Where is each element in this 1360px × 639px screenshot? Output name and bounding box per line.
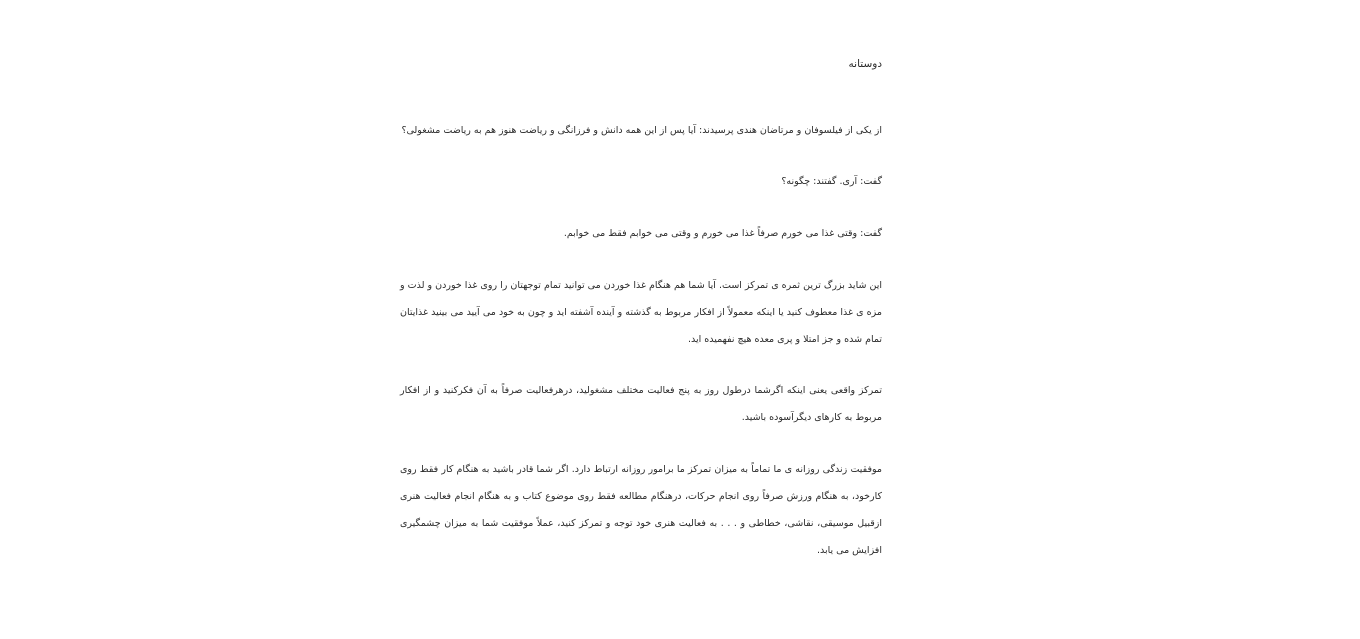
- paragraph-eating-sleeping: گفت: وقتی غذا می خورم صرفاً غذا می خورم و وقتی می خوابم فقط می خوابم.: [563, 228, 882, 239]
- paragraph-real-focus: تمرکز واقعی یعنی اینکه اگرشما درطول روز به پنج فعالیت مختلف مشغولید، درهرفعالیت صرفاً به آن فکرکنید و از افکار مربوط به کارهای دیگرآسوده باشید.: [400, 385, 882, 423]
- document-title: دوستانه: [848, 58, 882, 70]
- paragraph-daily-success: موفقیت زندگی روزانه ی ما تماماً به میزان تمرکز ما برامور روزانه ارتباط دارد. اگر شما قادر باشید به هنگام کار فقط روی کارخود، به هنگام ورزش صرفاً روی انجام حرکات، درهنگام مطالعه فقط روی موضوع کتاب و به هنگام انجام فعالیت هنری ازقبیل موسیقی، نقاشی، خطاطی و . . . به فعالیت هنری خود توجه و تمرکز کنید، عملاً موفقیت شما به میزان چشمگیری افزایش می یابد.: [400, 464, 882, 556]
- paragraph-question: از یکی از فیلسوفان و مرتاضان هندی پرسیدند: آیا پس از این همه دانش و فرزانگی و ریاضت هنوز هم به ریاضت مشغولی؟: [401, 125, 882, 136]
- paragraph-answer-how: گفت: آری. گفتند: چگونه؟: [781, 176, 882, 187]
- paragraph-focus-fruit: این شاید بزرگ ترین ثمره ی تمرکز است. آیا شما هم هنگام غذا خوردن می توانید تمام توجهتان را روی غذا خوردن و لذت و مزه ی غذا معطوف کنید یا اینکه معمولاً از افکار مربوط به گذشته و آینده آشفته اید و چون به خود می آیید می بینید غذایتان تمام شده و جز امتلا و پری معده هیچ نفهمیده اید.: [400, 280, 882, 345]
- document-body: [400, 54, 882, 564]
